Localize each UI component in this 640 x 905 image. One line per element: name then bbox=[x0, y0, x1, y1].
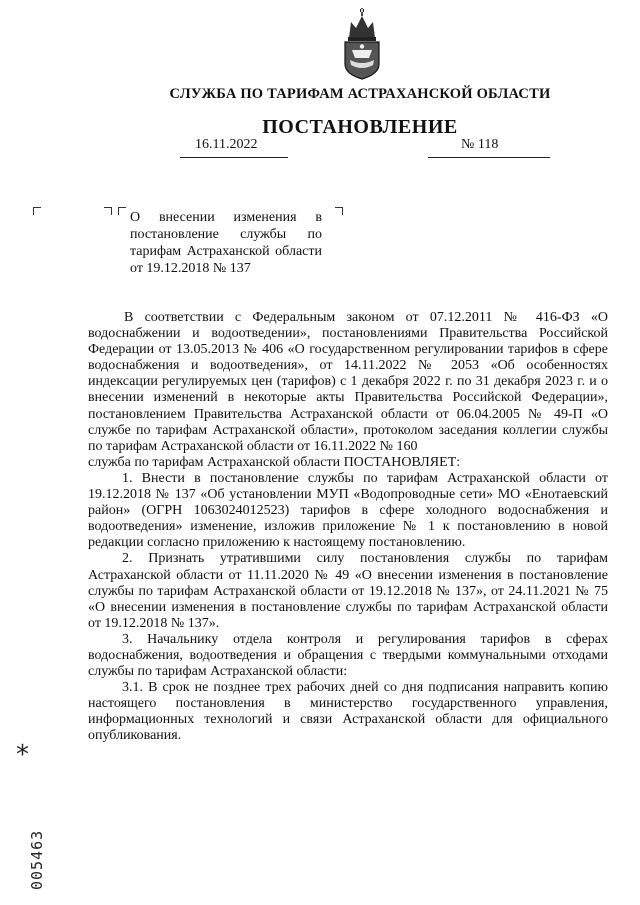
item-1-paragraph: 1. Внести в постановление службы по тарифам Астраханской области от 19.12.2018 № 137 «Об установлении МУП «Водопроводные сети» МО «Енотаевский район» (ОГРН 1063024012523) тарифов в сфере холодного водоснабжения и водоотведения» изменение, изложив приложение № 1 к постановлению в новой редакции согласно приложению к настоящему постановлению. bbox=[88, 470, 608, 551]
corner-mark-subject-inner bbox=[118, 207, 126, 215]
stamp-serial-number: 005463 bbox=[28, 829, 46, 890]
corner-mark-subject-left bbox=[104, 207, 112, 215]
document-date: 16.11.2022 bbox=[195, 137, 258, 152]
item-3-1-paragraph: 3.1. В срок не позднее трех рабочих дней со дня подписания направить копию настоящего постановления в министерство государственного управления, информационных технологий и связи Астраханской области для официального опубликования. bbox=[88, 680, 608, 744]
corner-mark-right bbox=[335, 207, 343, 215]
date-underline bbox=[180, 157, 288, 158]
item-2-paragraph: 2. Признать утратившими силу постановления службы по тарифам Астраханской области от 11.11.2020 № 49 «О внесении изменения в постановление службы по тарифам Астраханской области от 19.12.2018 № 137», от 24.11.2021 № 75 «О внесении изменения в постановление службы по тарифам Астраханской области от 19.12.2018 № 137». bbox=[88, 551, 608, 631]
item-3-paragraph: 3. Начальнику отдела контроля и регулирования тарифов в сферах водоснабжения, водоотведения и обращения с твердыми коммунальными отходами службы по тарифам Астраханской области: bbox=[88, 631, 608, 680]
document-body bbox=[88, 310, 608, 745]
document-subject: О внесении изменения в постановление службы по тарифам Астраханской области от 19.12.2018 № 137 bbox=[130, 210, 322, 276]
preamble-paragraph: В соответствии с Федеральным законом от 07.12.2011 № 416-ФЗ «О водоснабжении и водоотведении», постановлениями Правительства Российской Федерации от 13.05.2013 № 406 «О государственном регулировании тарифов в сфере водоснабжения и водоотведения», от 14.11.2022 № 2053 «Об особенностях индексации регулируемых цен (тарифов) с 1 декабря 2022 г. по 31 декабря 2023 г. и о внесении изменений в некоторые акты Правительства Российской Федерации», постановлением Правительства Астраханской области от 06.04.2005 № 49-П «О службе по тарифам Астраханской области», протоколом заседания коллегии службы по тарифам Астраханской области от 16.11.2022 № 160 bbox=[88, 310, 608, 454]
coat-of-arms-emblem bbox=[337, 8, 387, 80]
document-type: ПОСТАНОВЛЕНИЕ bbox=[262, 116, 458, 138]
corner-mark-left bbox=[33, 207, 41, 215]
document-number: № 118 bbox=[461, 137, 499, 152]
stamp-asterisk: * bbox=[16, 740, 29, 770]
registration-stamp bbox=[8, 740, 48, 890]
organization-name: СЛУЖБА ПО ТАРИФАМ АСТРАХАНСКОЙ ОБЛАСТИ bbox=[169, 86, 551, 102]
number-underline bbox=[428, 157, 550, 158]
decree-line: служба по тарифам Астраханской области ПОСТАНОВЛЯЕТ: bbox=[88, 454, 461, 470]
